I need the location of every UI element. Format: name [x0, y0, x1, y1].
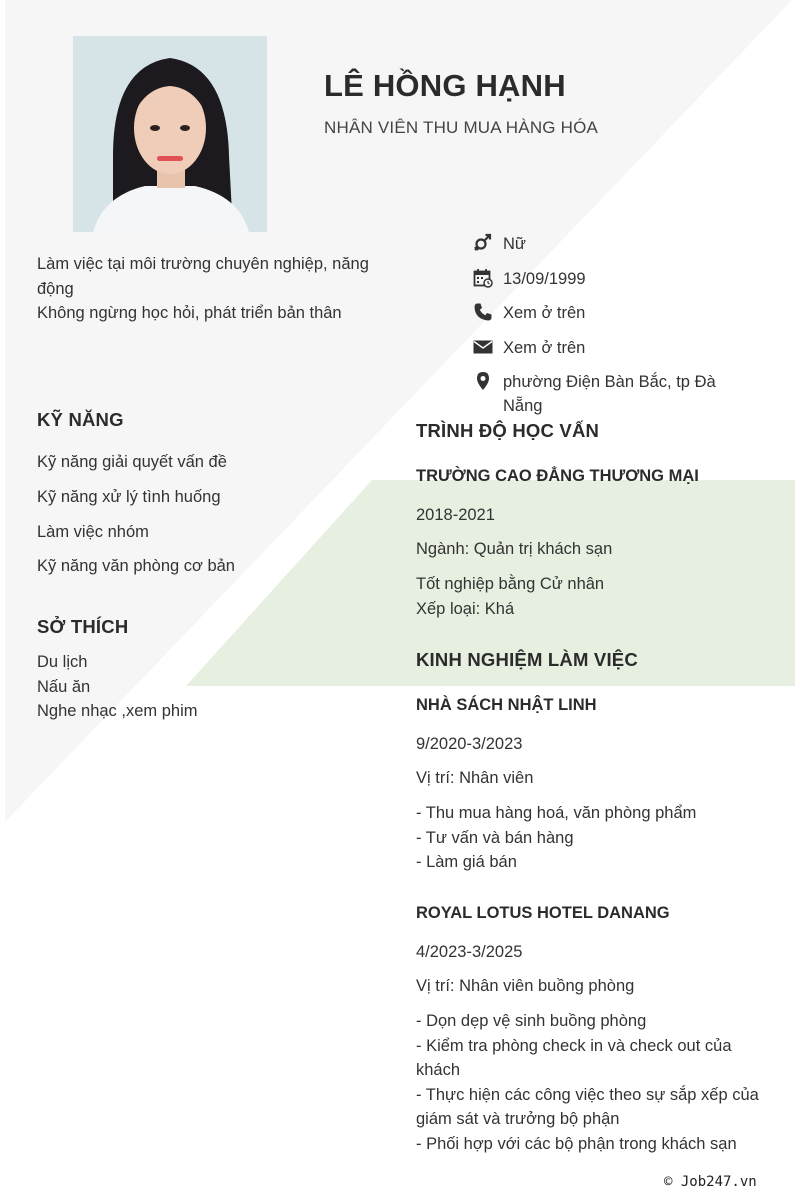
contact-birthday — [472, 267, 742, 291]
education-heading: TRÌNH ĐỘ HỌC VẤN — [416, 420, 600, 441]
career-objective — [37, 252, 397, 326]
contact-phone — [472, 301, 742, 325]
contact-gender — [472, 232, 742, 256]
job-period: 9/2020-3/2023 — [416, 735, 523, 753]
calendar-icon — [472, 267, 494, 289]
email-value: Xem ở trên — [503, 338, 586, 357]
job-task: - Thu mua hàng hoá, văn phòng phẩm — [416, 804, 697, 822]
envelope-icon — [472, 336, 494, 358]
skill-item: Kỹ năng giải quyết vấn đề — [37, 453, 227, 471]
phone-value: Xem ở trên — [503, 304, 586, 322]
hobby-item: Nấu ăn — [37, 677, 91, 696]
job-task: - Làm giá bán — [416, 853, 517, 871]
education-school: TRƯỜNG CAO ĐẲNG THƯƠNG MẠI — [416, 467, 699, 485]
birthday-value: 13/09/1999 — [503, 269, 586, 288]
hobby-item: Nghe nhạc ,xem phim — [37, 702, 198, 720]
objective-line: Làm việc tại môi trường chuyên nghiệp, năng động — [37, 255, 369, 298]
job-company: ROYAL LOTUS HOTEL DANANG — [416, 904, 670, 922]
skills-list — [37, 450, 235, 589]
hobby-item: Du lịch — [37, 653, 88, 671]
education-major: Ngành: Quản trị khách sạn — [416, 540, 613, 558]
contact-email — [472, 336, 742, 360]
job-role: Vị trí: Nhân viên buồng phòng — [416, 977, 635, 995]
skill-item: Làm việc nhóm — [37, 522, 149, 541]
job-task: - Phối hợp với các bộ phận trong khách sạn — [416, 1134, 737, 1153]
candidate-name: LÊ HỒNG HẠNH — [324, 68, 566, 103]
skills-heading: KỸ NĂNG — [37, 409, 124, 430]
gender-icon — [472, 232, 494, 254]
contact-address — [472, 370, 742, 418]
location-pin-icon — [472, 370, 494, 392]
experience-heading: KINH NGHIỆM LÀM VIỆC — [416, 649, 638, 670]
job-task: - Tư vấn và bán hàng — [416, 828, 574, 847]
profile-photo — [73, 36, 267, 232]
job-task: - Dọn dẹp vệ sinh buồng phòng — [416, 1012, 647, 1030]
job-role: Vị trí: Nhân viên — [416, 769, 534, 787]
hobbies-list — [37, 650, 198, 724]
contact-info — [472, 232, 742, 429]
education-graduation — [416, 572, 604, 621]
candidate-position: NHÂN VIÊN THU MUA HÀNG HÓA — [324, 118, 599, 137]
job-tasks — [416, 801, 696, 875]
education-degree: Tốt nghiệp bằng Cử nhân — [416, 575, 605, 593]
job-task: - Thực hiện các công việc theo sự sắp xếp của giám sát và trưởng bộ phận — [416, 1085, 759, 1128]
skill-item: Kỹ năng văn phòng cơ bản — [37, 557, 235, 576]
education-rank: Xếp loại: Khá — [416, 599, 515, 618]
skill-item: Kỹ năng xử lý tình huống — [37, 487, 221, 506]
job-company: NHÀ SÁCH NHẬT LINH — [416, 696, 597, 714]
objective-line: Không ngừng học hỏi, phát triển bản thân — [37, 304, 342, 322]
hobbies-heading: SỞ THÍCH — [37, 616, 129, 637]
education-period: 2018-2021 — [416, 506, 495, 524]
job-period: 4/2023-3/2025 — [416, 943, 523, 961]
job-tasks — [416, 1009, 776, 1156]
phone-icon — [472, 301, 494, 323]
gender-value: Nữ — [503, 235, 526, 253]
footer-watermark: © Job247.vn — [664, 1174, 757, 1190]
address-value: phường Điện Bàn Bắc, tp Đà Nẵng — [503, 373, 716, 415]
job-task: - Kiểm tra phòng check in và check out của khách — [416, 1036, 732, 1079]
